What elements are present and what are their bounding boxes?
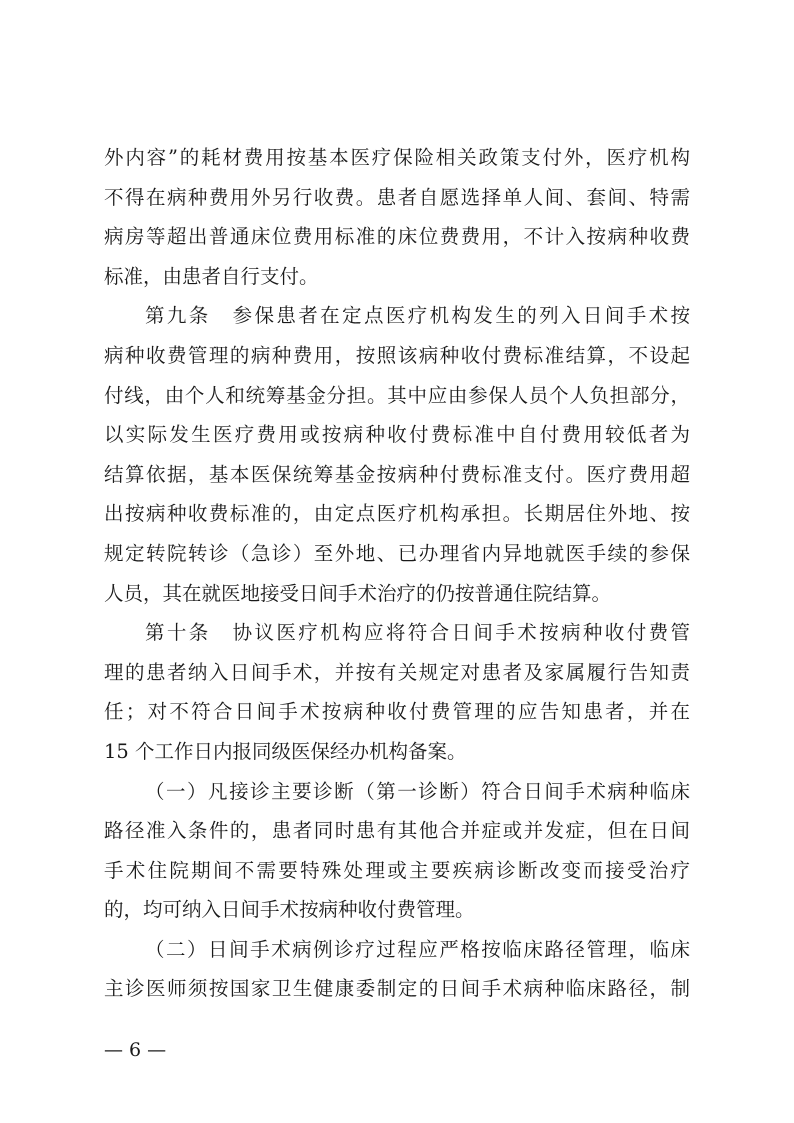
text-line: 15 个工作日内报同级医保经办机构备案。	[104, 739, 467, 763]
text-line: 手术住院期间不需要特殊处理或主要疾病诊断改变而接受治疗	[104, 858, 690, 882]
text-line: 结算依据，基本医保统筹基金按病种付费标准支付。医疗费用超	[104, 462, 690, 486]
text-line: 人员，其在就医地接受日间手术治疗的仍按普通住院结算。	[104, 581, 612, 605]
clause-2-line: （二）日间手术病例诊疗过程应严格按临床路径管理，临床	[145, 937, 690, 961]
clause-1-line: （一）凡接诊主要诊断（第一诊断）符合日间手术病种临床	[145, 779, 690, 803]
text-line: 标准，由患者自行支付。	[104, 264, 319, 288]
text-line: 路径准入条件的，患者同时患有其他合并症或并发症，但在日间	[104, 819, 690, 843]
page-number: — 6 —	[104, 1039, 167, 1061]
text-line: 出按病种收费标准的，由定点医疗机构承担。长期居住外地、按	[104, 502, 690, 526]
text-line: 的，均可纳入日间手术按病种收付费管理。	[104, 898, 475, 922]
text-line: 外内容”的耗材费用按基本医疗保险相关政策支付外，医疗机构	[104, 146, 690, 169]
text-line: 规定转院转诊（急诊）至外地、已办理省内异地就医手续的参保	[104, 541, 690, 565]
article-10-heading-line: 第十条 协议医疗机构应将符合日间手术按病种收付费管	[145, 621, 690, 645]
text-line: 不得在病种费用外另行收费。患者自愿选择单人间、套间、特需	[104, 185, 690, 209]
text-line: 任；对不符合日间手术按病种收付费管理的应告知患者，并在	[104, 700, 690, 724]
text-line: 付线，由个人和统筹基金分担。其中应由参保人员个人负担部分，	[104, 383, 690, 407]
text-line: 理的患者纳入日间手术，并按有关规定对患者及家属履行告知责	[104, 660, 690, 684]
text-line: 病种收费管理的病种费用，按照该病种收付费标准结算，不设起	[104, 343, 690, 367]
text-line: 以实际发生医疗费用或按病种收付费标准中自付费用较低者为	[104, 423, 690, 447]
article-9-heading-line: 第九条 参保患者在定点医疗机构发生的列入日间手术按	[145, 304, 690, 328]
text-line: 主诊医师须按国家卫生健康委制定的日间手术病种临床路径，制	[104, 977, 690, 1001]
document-body	[104, 138, 690, 1009]
text-line: 病房等超出普通床位费用标准的床位费费用，不计入按病种收费	[104, 225, 690, 249]
